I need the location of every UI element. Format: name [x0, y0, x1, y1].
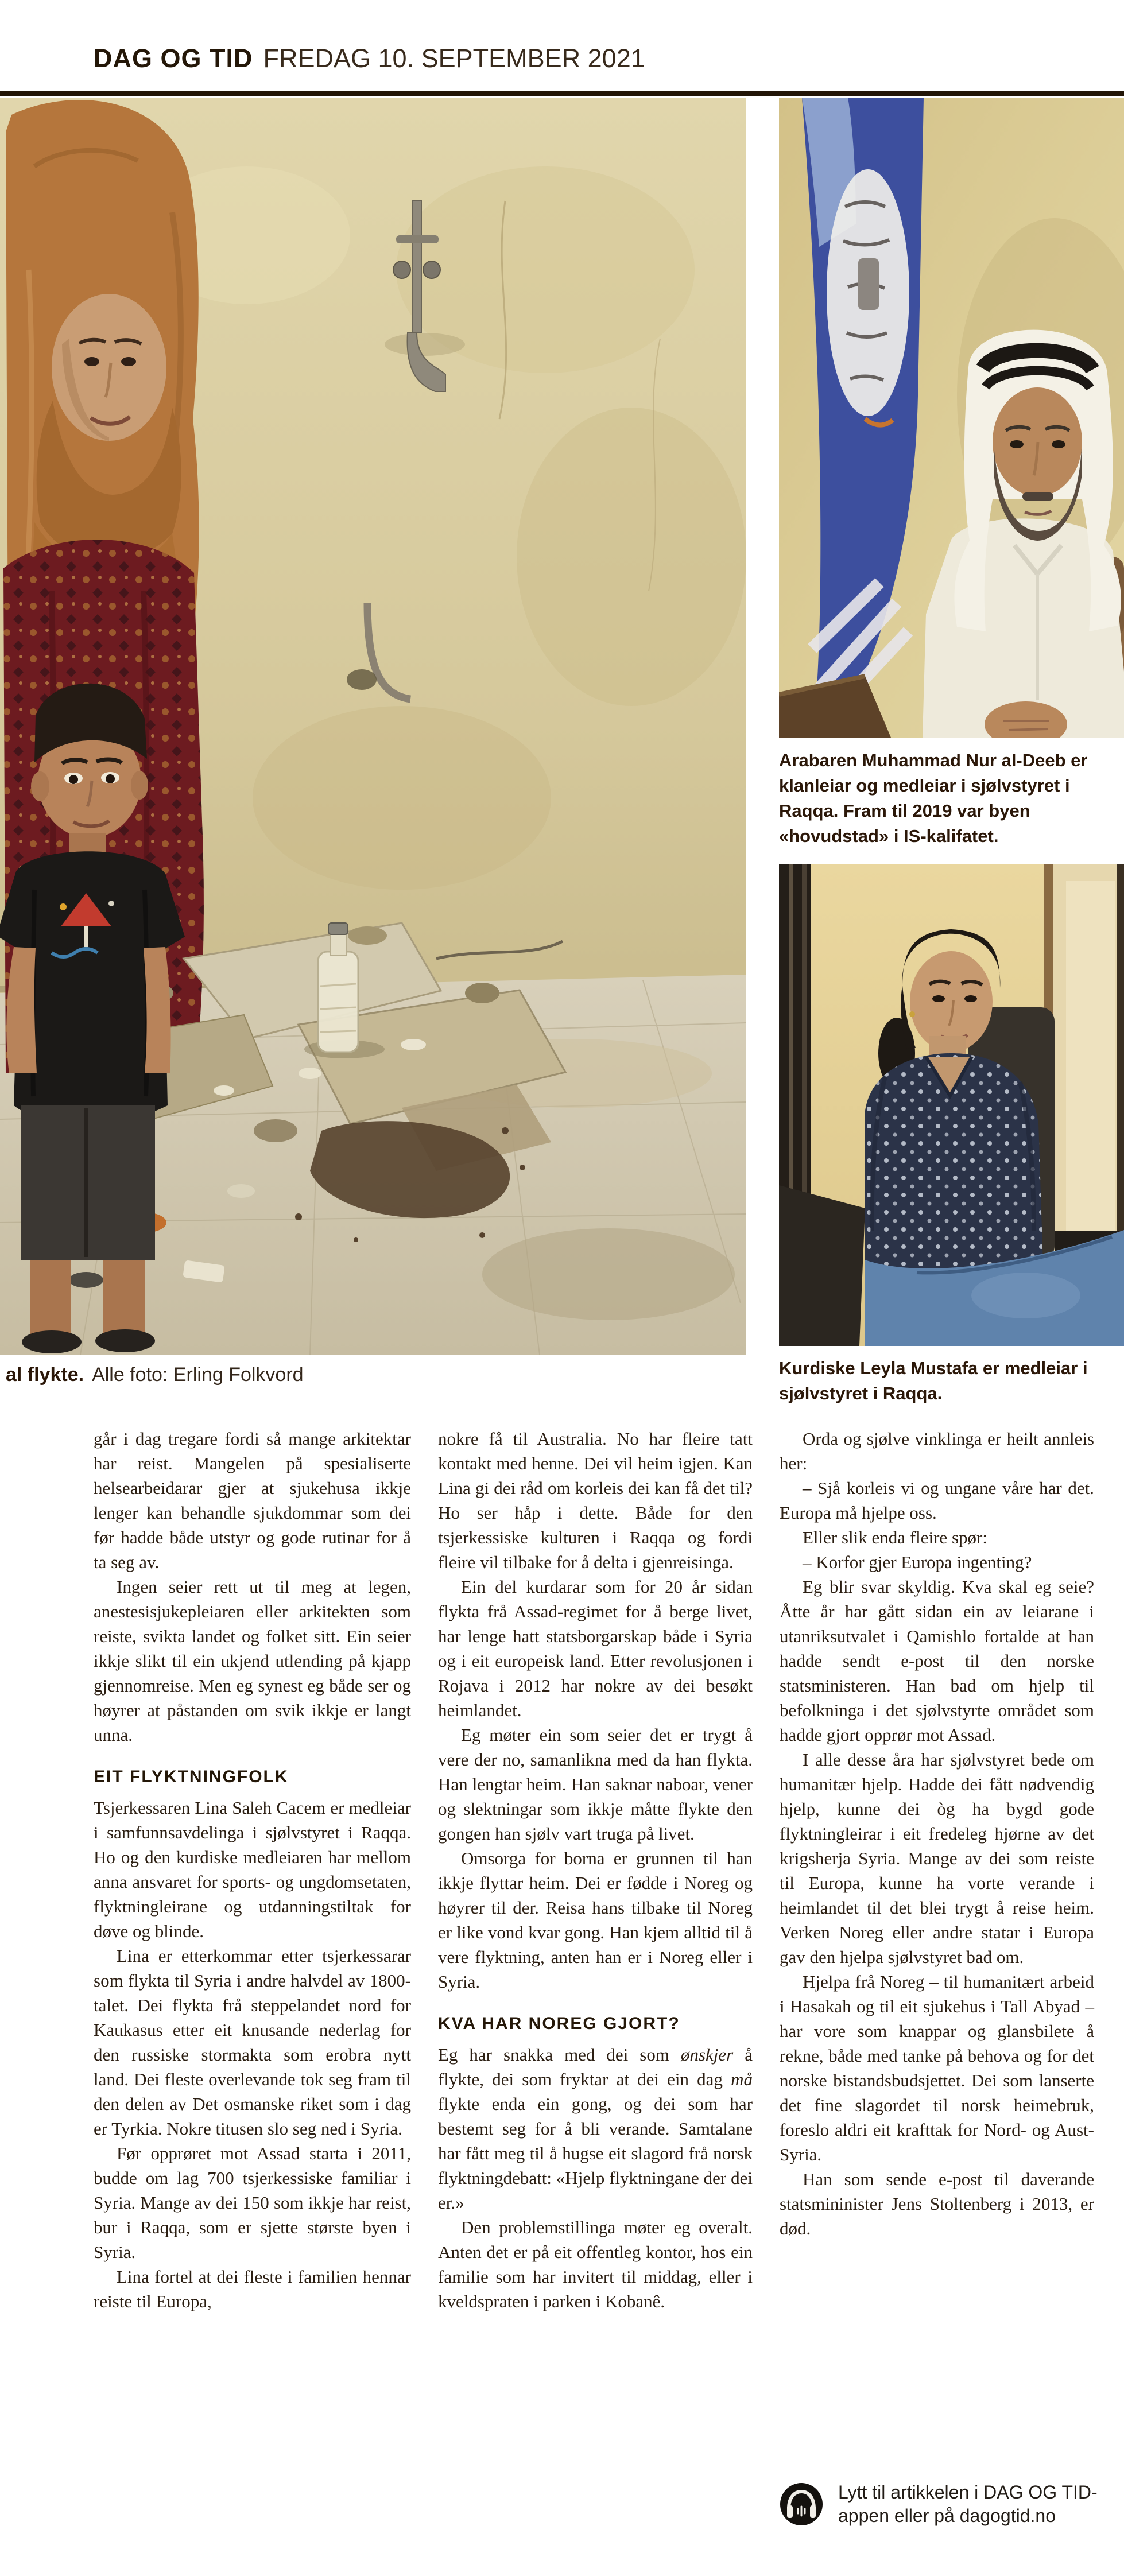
- audio-promo-line1: Lytt til artikkelen i DAG OG TID-: [838, 2482, 1098, 2503]
- audio-promo-line2: appen eller på dagogtid.no: [838, 2505, 1056, 2526]
- body-paragraph: I alle desse åra har sjølvstyret bede om humanitær hjelp. Hadde dei fått nødvendig hjelp, kunne dei òg ha bygd gode flyktningleirar i eit fredeleg hjørne av det krigsherja Syria. Mange av dei som reiste til Europa, kunne ha vorte verande i heimlandet til det blei trygt å reise heim. Verken Noreg eller andre statar i Europa gav den hjelpa sjølvstyret bad om.: [780, 1749, 1094, 1967]
- body-paragraph: nokre få til Australia. No har fleire tatt kontakt med henne. Dei vil heim igjen. Kan Lina gi dei råd om korleis dei kan få det til? Ho ser håp i dette. Både for den tsjerkessiske kulturen i Raqqa og fordi fleire vil tilbake for å delta i gjenreisinga.: [438, 1429, 753, 1572]
- body-paragraph: Eg møter ein som seier det er trygt å vere der no, samanlikna med da han flykta. Han lengtar heim. Han saknar naboar, vener og slektningar som ikkje måtte flykte den gongen han sjølv vart truga på livet.: [438, 1725, 753, 1844]
- photo-caption-main: [6, 1363, 522, 1387]
- masthead-title: DAG OG TID: [94, 44, 253, 73]
- masthead-divider: [0, 91, 1124, 96]
- photo-destroyed-room: [0, 98, 746, 1355]
- audio-promo: [780, 2481, 1098, 2528]
- body-paragraph: Lina er etterkommar etter tsjerkessarar som flykta til Syria i andre halvdel av 1800-talet. Dei flykta frå steppelandet nord for Kaukasus etter eit knusande nederlag for den russiske stormakta som erobra nytt land. Dei fleste overlevande tok seg fram til den delen av Det osmanske riket som i dag er Tyrkia. Nokre titusen slo seg ned i Syria.: [94, 1946, 411, 2139]
- body-paragraph: Den problemstillinga møter eg overalt. Anten det er på eit offentleg kontor, hos ein familie som har invitert til middag, eller i kveldspraten i parken i Kobanê.: [438, 2217, 753, 2311]
- body-text: å flykte, dei som fryktar at dei ein dag: [438, 2044, 753, 2089]
- body-paragraph: – Korfor gjer Europa ingenting?: [803, 1552, 1032, 1572]
- photo-woman-illustration: [779, 864, 1124, 1346]
- caption-main-credit: Alle foto: Erling Folkvord: [92, 1364, 304, 1386]
- section-heading-flyktningfolk: EIT FLYKTNINGFOLK: [94, 1767, 289, 1786]
- body-paragraph: Ein del kurdarar som for 20 år sidan flykta frå Assad-regimet for å berge livet, har lenge hatt statsborgarskap både i Syria og i eit europeisk land. Etter revolusjonen i Rojava i 2012 har nokre av dei besøkt heimlandet.: [438, 1577, 753, 1720]
- body-paragraph: Hjelpa frå Noreg – til humanitært arbeid i Hasakah og til eit sjukehus i Tall Abyad – har vore som knappar og glansbilete å rekne, både med tanke på behova og for det norske bistandsbudsjettet. Dei som lanserte det fine slagordet til norsk heimebruk, foreslo aldri eit krafttak for Nord- og Aust-Syria.: [780, 1972, 1094, 2164]
- italic-text: må: [731, 2069, 753, 2089]
- body-paragraph: går i dag tregare fordi så mange arkitektar har reist. Mangelen på spesialiserte helsearbeidarar gjer at sjukehusa ikkje lenger kan behandle sjukdommar som dei før hadde både utstyr og gode rutinar for å ta seg av.: [94, 1429, 411, 1572]
- body-text: flykte enda ein gong, og dei som har bestemt seg for å bli verande. Samtalane har fått meg til å hugse eit slagord frå norsk flyktningdebatt: «Hjelp flyktningane der dei er.»: [438, 2094, 753, 2213]
- photo-caption-man: Arabaren Muhammad Nur al-Deeb er klanleiar og medleiar i sjølvstyret i Raqqa. Fram til 2019 var byen «hovudstad» i IS-kalifatet.: [779, 750, 1088, 846]
- masthead: [94, 44, 645, 73]
- body-paragraph: Eller slik enda fleire spør:: [803, 1527, 987, 1547]
- photo-leyla-mustafa: [779, 864, 1124, 1346]
- caption-main-bold: al flykte.: [6, 1364, 84, 1386]
- body-paragraph: Før opprøret mot Assad starta i 2011, budde om lag 700 tsjerkessiske familiar i Syria. Mange av dei 150 som ikkje har reist, bur i Raqqa, som er sjette største byen i Syria.: [94, 2143, 411, 2262]
- masthead-date: FREDAG 10. SEPTEMBER 2021: [263, 44, 645, 73]
- photo-man-illustration: [779, 98, 1124, 738]
- body-paragraph: Orda og sjølve vinklinga er heilt annleis her:: [780, 1429, 1094, 1473]
- photo-caption-woman: Kurdiske Leyla Mustafa er medleiar i sjølvstyret i Raqqa.: [779, 1358, 1088, 1403]
- photo-muhammad-nur-al-deeb: [779, 98, 1124, 738]
- body-paragraph: Tsjerkessaren Lina Saleh Cacem er medleiar i samfunnsavdelinga i sjølvstyret i Raqqa. Ho og den kurdiske medleiaren har mellom anna ansvaret for sports- og ungdomsetaten, flyktningleirane og utdanningstiltak for døve og blinde.: [94, 1798, 411, 1941]
- body-paragraph: – Sjå korleis vi og ungane våre har det. Europa må hjelpe oss.: [780, 1478, 1094, 1523]
- body-paragraph: Omsorga for borna er grunnen til han ikkje flyttar heim. Dei er fødde i Noreg og høyrer til der. Reisa hans tilbake til Noreg er like vond kvar gong. Han kjem alltid til å vere flyktning, anten han er i Noreg eller i Syria.: [438, 1848, 753, 1992]
- article-column-1: [94, 1426, 411, 2314]
- body-paragraph: Han som sende e-post til daverande statsmininister Jens Stoltenberg i 2013, er død.: [780, 2169, 1094, 2239]
- body-paragraph: [438, 2042, 753, 2215]
- section-heading-kva-har-noreg-gjort: KVA HAR NOREG GJORT?: [438, 2014, 680, 2033]
- photo-destroyed-room-illustration: [0, 98, 746, 1355]
- body-text: Eg har snakka med dei som: [438, 2044, 681, 2065]
- body-paragraph: Lina fortel at dei fleste i familien hennar reiste til Europa,: [94, 2267, 411, 2311]
- body-paragraph: Eg blir svar skyldig. Kva skal eg seie? Åtte år har gått sidan ein av leiarane i utanriksutvalet i Qamishlo fortalde at han hadde sendt e-post til den norske statsministeren. Han bad om hjelp til befolkninga i det sjølvstyrte området som hadde gjort opprør mot Assad.: [780, 1577, 1094, 1745]
- audio-promo-text: [838, 2481, 1098, 2528]
- body-paragraph: Ingen seier rett ut til meg at legen, anestesisjukepleiaren eller arkitekten som reiste, svikta landet og folket sitt. Ein seier ikkje slikt til ein ukjend utlending på kjapp gjennomreise. Men eg synest eg både ser og høyrer at påstanden om svik ikkje er langt unna.: [94, 1577, 411, 1745]
- article-column-2: [438, 1426, 753, 2314]
- italic-text: ønskjer: [680, 2044, 734, 2065]
- article-column-3: [780, 1426, 1094, 2241]
- headphones-icon: [780, 2482, 823, 2526]
